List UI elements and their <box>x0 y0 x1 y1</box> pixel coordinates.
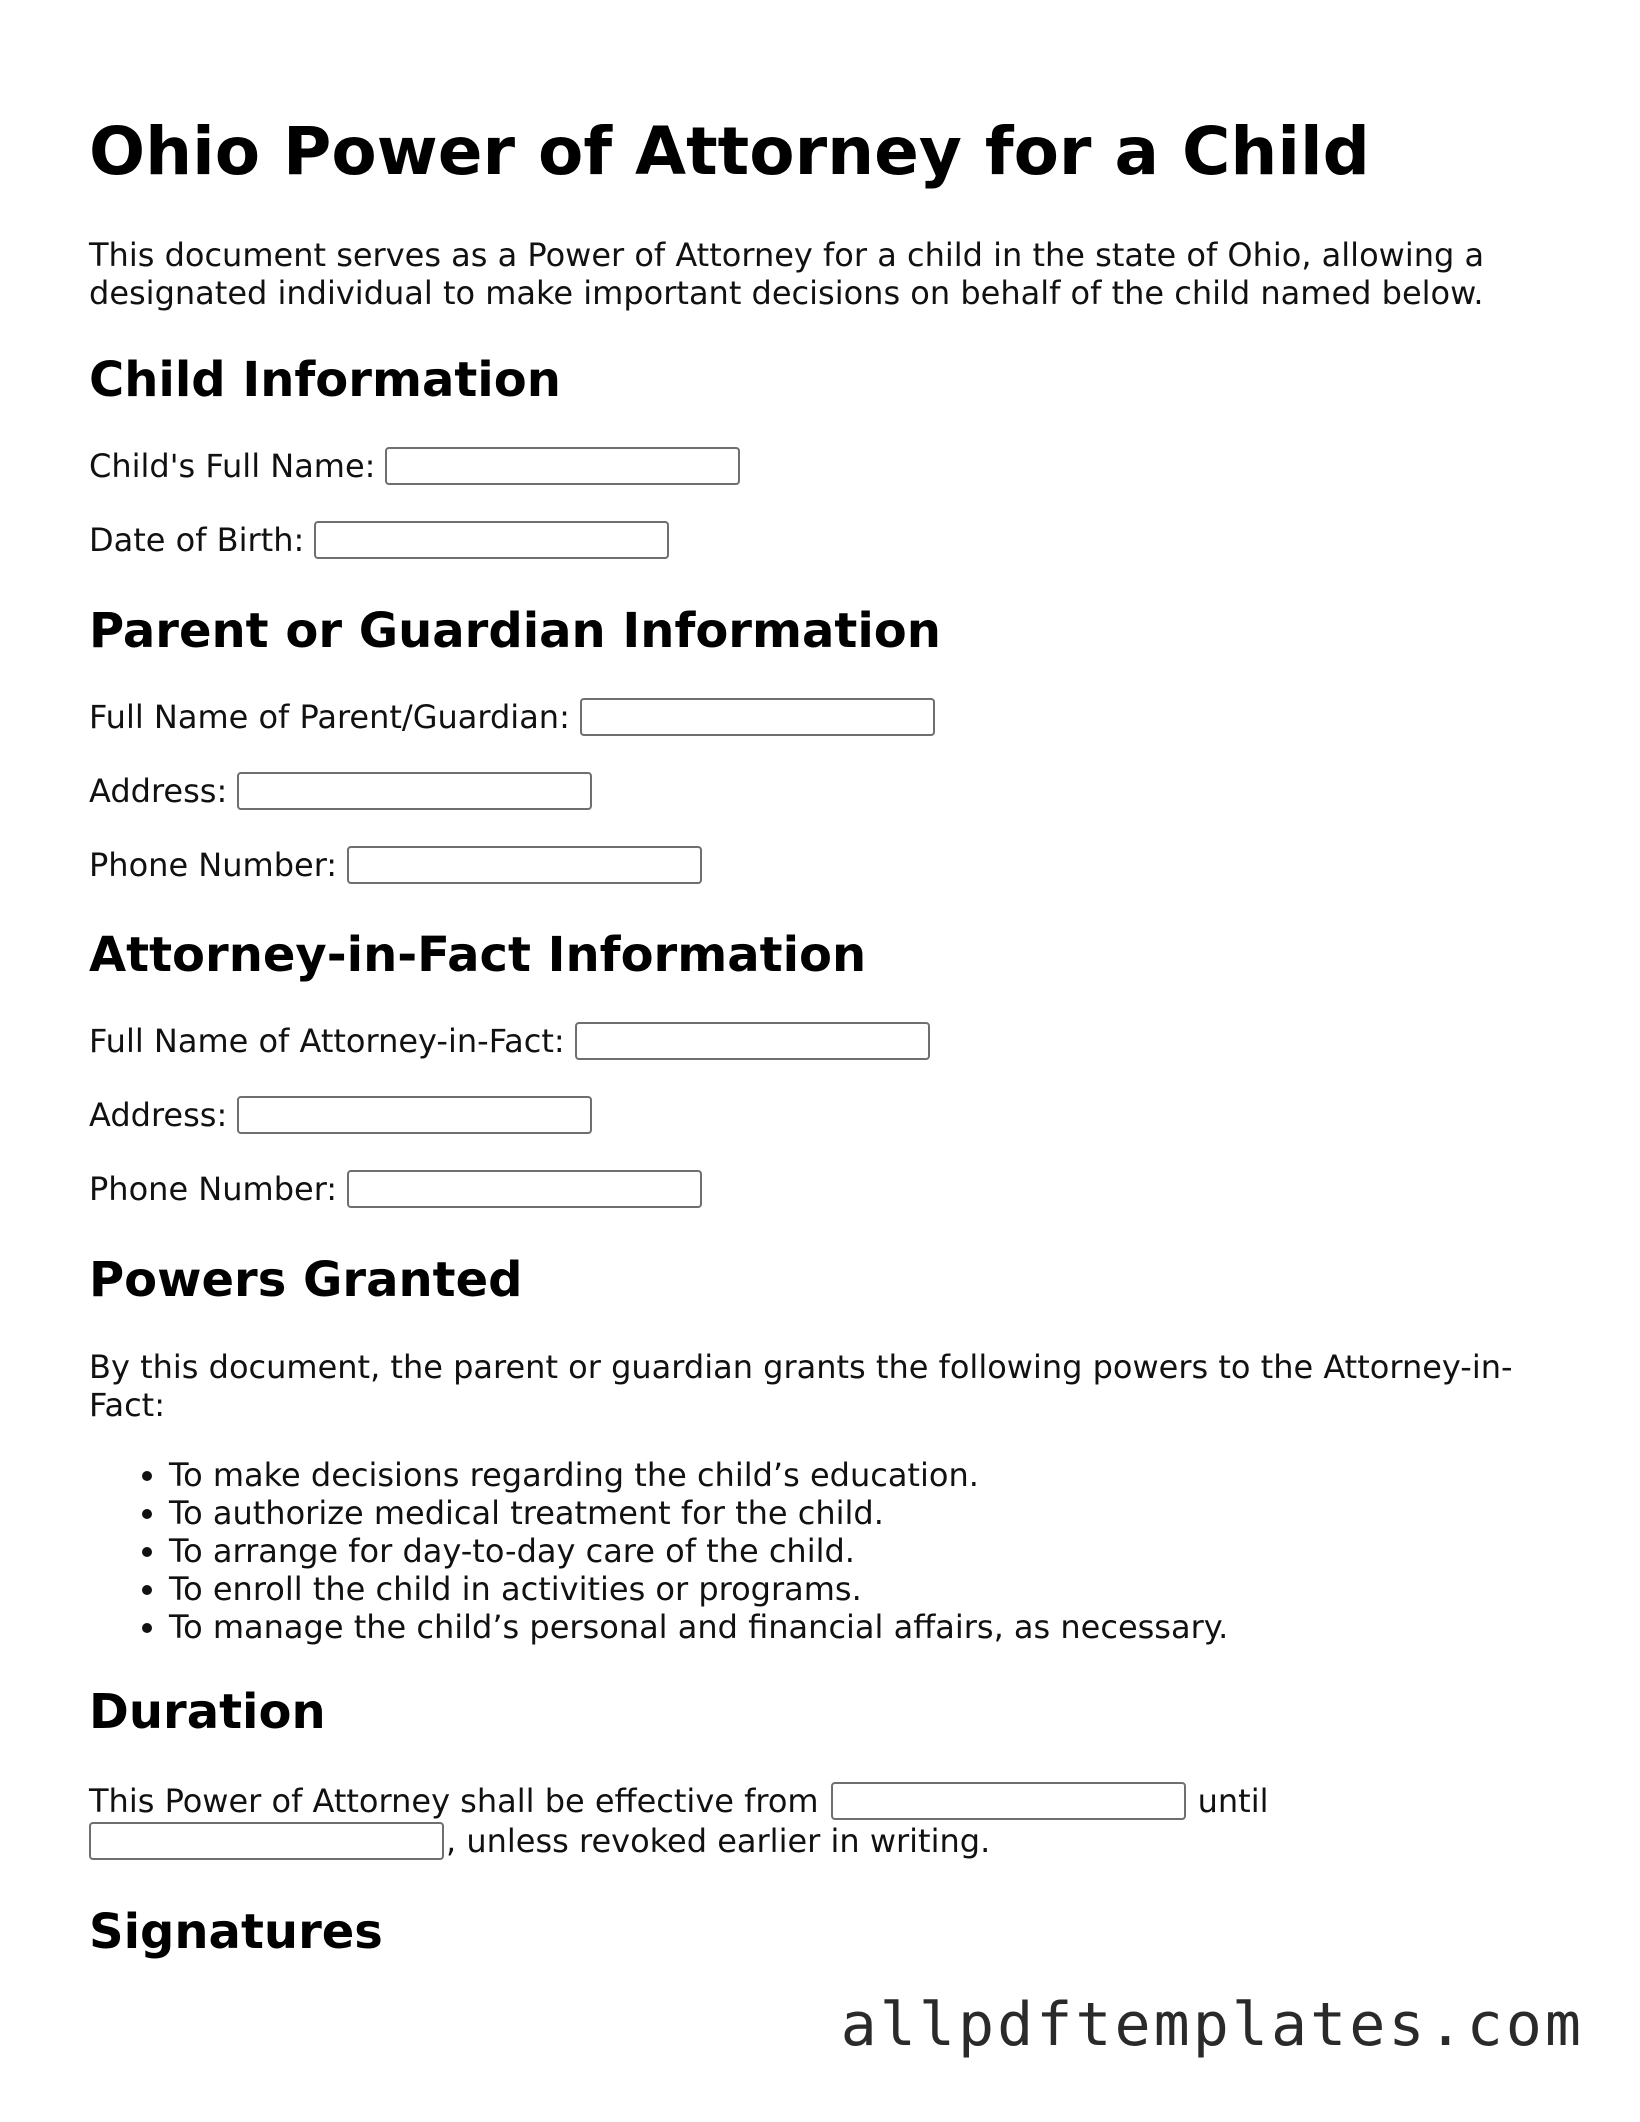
duration-text-before: This Power of Attorney shall be effective from <box>89 1782 819 1820</box>
signatures-heading: Signatures <box>89 1904 383 1960</box>
child-dob-input[interactable] <box>314 521 669 559</box>
list-item: • To enroll the child in activities or programs. <box>169 1570 1228 1608</box>
attorney-info-heading: Attorney-in-Fact Information <box>89 927 867 983</box>
child-dob-row <box>89 521 669 559</box>
parent-phone-row <box>89 846 702 884</box>
attorney-address-label: Address: <box>89 1096 228 1134</box>
duration-start-input[interactable] <box>831 1782 1186 1820</box>
attorney-name-input[interactable] <box>575 1022 930 1060</box>
parent-name-input[interactable] <box>580 698 935 736</box>
parent-phone-input[interactable] <box>347 846 702 884</box>
attorney-name-label: Full Name of Attorney-in-Fact: <box>89 1022 565 1060</box>
duration-text-after: , unless revoked earlier in writing. <box>446 1822 991 1860</box>
parent-address-label: Address: <box>89 772 228 810</box>
duration-line-2 <box>89 1822 990 1860</box>
duration-line-1 <box>89 1782 1268 1820</box>
parent-phone-label: Phone Number: <box>89 846 338 884</box>
child-name-row <box>89 447 740 485</box>
attorney-phone-label: Phone Number: <box>89 1170 338 1208</box>
attorney-name-row <box>89 1022 930 1060</box>
parent-info-heading: Parent or Guardian Information <box>89 603 941 659</box>
parent-name-label: Full Name of Parent/Guardian: <box>89 698 570 736</box>
duration-text-middle: until <box>1197 1782 1269 1820</box>
attorney-phone-row <box>89 1170 702 1208</box>
intro-paragraph: This document serves as a Power of Attorney for a child in the state of Ohio, allowing a designated individual to make important decisions on behalf of the child named below. <box>89 236 1485 312</box>
child-dob-label: Date of Birth: <box>89 521 305 559</box>
attorney-phone-input[interactable] <box>347 1170 702 1208</box>
attorney-address-row <box>89 1096 592 1134</box>
watermark: allpdftemplates.com <box>840 1990 1584 2060</box>
child-info-heading: Child Information <box>89 352 561 408</box>
duration-heading: Duration <box>89 1684 326 1740</box>
list-item: • To arrange for day-to-day care of the child. <box>169 1532 1228 1570</box>
duration-end-input[interactable] <box>89 1822 444 1860</box>
list-item: • To authorize medical treatment for the child. <box>169 1494 1228 1532</box>
parent-address-row <box>89 772 592 810</box>
powers-list <box>89 1456 1228 1646</box>
parent-name-row <box>89 698 935 736</box>
powers-intro: By this document, the parent or guardian grants the following powers to the Attorney-in-Fact: <box>89 1348 1513 1424</box>
page-title: Ohio Power of Attorney for a Child <box>89 113 1370 190</box>
list-item: • To manage the child’s personal and financial affairs, as necessary. <box>169 1608 1228 1646</box>
powers-heading: Powers Granted <box>89 1252 523 1308</box>
parent-address-input[interactable] <box>237 772 592 810</box>
attorney-address-input[interactable] <box>237 1096 592 1134</box>
list-item: • To make decisions regarding the child’s education. <box>169 1456 1228 1494</box>
child-name-input[interactable] <box>385 447 740 485</box>
child-name-label: Child's Full Name: <box>89 447 376 485</box>
